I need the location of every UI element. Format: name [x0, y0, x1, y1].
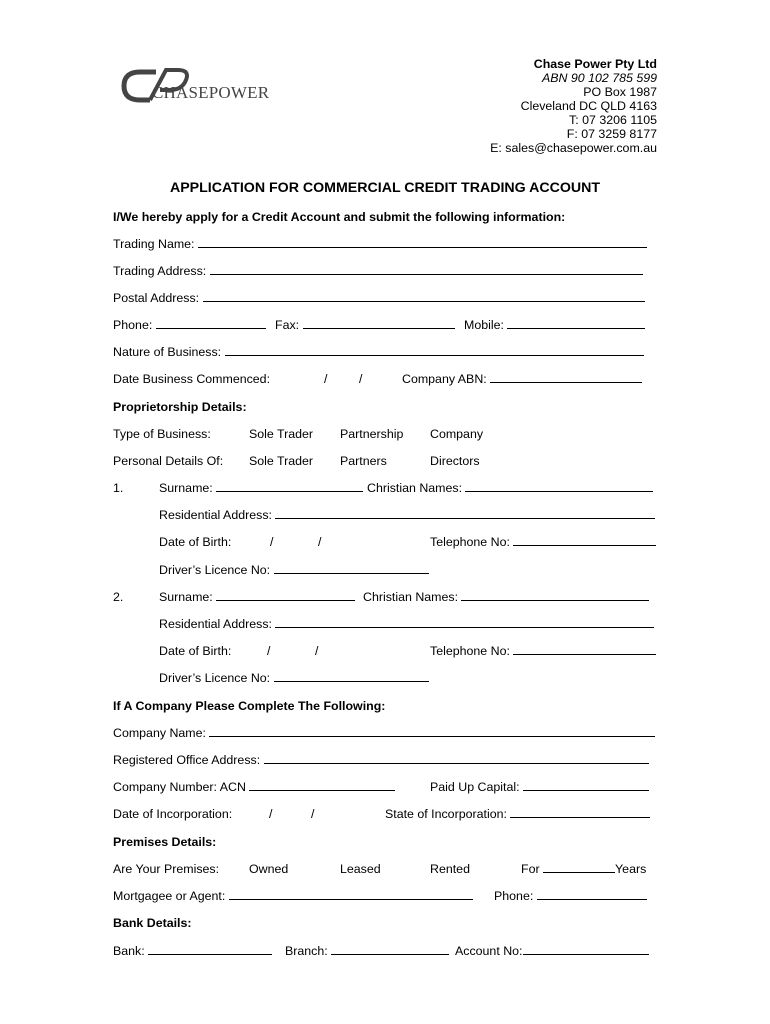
person-1-telephone-row — [430, 535, 656, 549]
option-company[interactable]: Company — [430, 427, 484, 441]
premises-phone-field[interactable] — [537, 889, 647, 900]
mobile-label: Mobile: — [464, 318, 504, 332]
years-field[interactable] — [543, 862, 615, 873]
account-row — [455, 944, 649, 958]
premises-phone-label: Phone: — [494, 889, 534, 903]
person-1-telephone-field[interactable] — [513, 535, 656, 546]
registered-office-label: Registered Office Address: — [113, 753, 261, 767]
company-abn: ABN 90 102 785 599 — [541, 71, 657, 85]
company-name-label: Company Name: — [113, 726, 206, 740]
mortgagee-row — [113, 889, 473, 903]
inc-slash-1: / — [269, 807, 273, 821]
paid-up-capital-row — [430, 780, 649, 794]
trading-name-label: Trading Name: — [113, 237, 195, 251]
company-number-field[interactable] — [249, 780, 395, 791]
date-slash-2: / — [359, 372, 363, 386]
option-owned[interactable]: Owned — [249, 862, 289, 876]
trading-name-row — [113, 237, 647, 251]
person-2-surname-row — [159, 590, 355, 604]
logo-text: CHASEPOWER — [152, 83, 270, 102]
company-email: E: sales@chasepower.com.au — [490, 141, 657, 155]
dob-slash-2: / — [318, 535, 322, 549]
company-number-row — [113, 780, 395, 794]
person-1-address-row — [159, 508, 655, 522]
phone-label: Phone: — [113, 318, 153, 332]
branch-label: Branch: — [285, 944, 328, 958]
postal-address-row — [113, 291, 645, 305]
person-1-christian-row — [367, 481, 653, 495]
company-abn-field[interactable] — [490, 372, 642, 383]
option-directors[interactable]: Directors — [430, 454, 480, 468]
bank-row — [113, 944, 272, 958]
telephone-label: Telephone No: — [430, 644, 510, 658]
residential-address-label: Residential Address: — [159, 508, 272, 522]
person-2-christian-row — [363, 590, 649, 604]
person-2-christian-field[interactable] — [461, 590, 649, 601]
person-2-surname-field[interactable] — [216, 590, 355, 601]
surname-label: Surname: — [159, 481, 213, 495]
state-of-incorporation-field[interactable] — [510, 807, 650, 818]
postal-address-label: Postal Address: — [113, 291, 200, 305]
option-personal-sole-trader[interactable]: Sole Trader — [249, 454, 314, 468]
person-2-licence-field[interactable] — [274, 671, 429, 682]
page-title: APPLICATION FOR COMMERCIAL CREDIT TRADING ACCOUNT — [169, 180, 601, 196]
option-partners[interactable]: Partners — [340, 454, 387, 468]
state-of-incorporation-row — [385, 807, 650, 821]
company-abn-label: Company ABN: — [402, 372, 487, 386]
dob-slash-4: / — [315, 644, 319, 658]
mobile-row — [464, 318, 645, 332]
option-rented[interactable]: Rented — [430, 862, 470, 876]
person-2-telephone-field[interactable] — [513, 644, 656, 655]
state-of-incorporation-label: State of Incorporation: — [385, 807, 507, 821]
nature-of-business-field[interactable] — [225, 345, 644, 356]
mortgagee-field[interactable] — [229, 889, 473, 900]
residential-address-label: Residential Address: — [159, 617, 272, 631]
phone-field[interactable] — [156, 318, 266, 329]
person-1-number: 1. — [113, 481, 124, 495]
inc-slash-2: / — [311, 807, 315, 821]
are-your-premises-label: Are Your Premises: — [113, 862, 220, 876]
trading-address-row — [113, 264, 643, 278]
option-sole-trader[interactable]: Sole Trader — [249, 427, 314, 441]
fax-row — [275, 318, 455, 332]
mortgagee-label: Mortgagee or Agent: — [113, 889, 226, 903]
company-phone: T: 07 3206 1105 — [569, 113, 657, 127]
premises-heading: Premises Details: — [113, 835, 217, 849]
account-label: Account No: — [455, 944, 523, 958]
nature-row — [113, 345, 644, 359]
bank-heading: Bank Details: — [113, 916, 192, 930]
company-number-label: Company Number: ACN — [113, 780, 246, 794]
person-2-telephone-row — [430, 644, 656, 658]
person-1-licence-field[interactable] — [274, 563, 429, 574]
company-name-field[interactable] — [209, 726, 655, 737]
paid-up-capital-label: Paid Up Capital: — [430, 780, 520, 794]
date-commenced-label: Date Business Commenced: — [113, 372, 271, 386]
company-name-row — [113, 726, 655, 740]
person-2-address-field[interactable] — [275, 617, 654, 628]
fax-field[interactable] — [303, 318, 455, 329]
bank-label: Bank: — [113, 944, 145, 958]
mobile-field[interactable] — [507, 318, 645, 329]
intro-text: I/We hereby apply for a Credit Account and submit the following information: — [113, 210, 566, 224]
company-fax: F: 07 3259 8177 — [566, 127, 657, 141]
person-2-number: 2. — [113, 590, 124, 604]
person-1-address-field[interactable] — [275, 508, 655, 519]
person-1-surname-row — [159, 481, 363, 495]
contact-row — [113, 318, 266, 332]
date-slash-1: / — [324, 372, 328, 386]
person-2-licence-row — [159, 671, 429, 685]
premises-phone-row — [494, 889, 647, 903]
registered-office-field[interactable] — [264, 753, 649, 764]
paid-up-capital-field[interactable] — [523, 780, 649, 791]
option-leased[interactable]: Leased — [340, 862, 381, 876]
surname-label: Surname: — [159, 590, 213, 604]
branch-row — [285, 944, 449, 958]
person-1-dob-label: Date of Birth: — [159, 535, 232, 549]
account-field[interactable] — [523, 944, 649, 955]
dob-slash-1: / — [270, 535, 274, 549]
company-details — [490, 57, 657, 155]
company-abn-row — [402, 372, 642, 386]
person-1-christian-field[interactable] — [465, 481, 653, 492]
person-2-address-row — [159, 617, 654, 631]
for-label: For — [521, 862, 540, 876]
trading-address-label: Trading Address: — [113, 264, 207, 278]
personal-details-label: Personal Details Of: — [113, 454, 224, 468]
nature-of-business-label: Nature of Business: — [113, 345, 222, 359]
postal-address-field[interactable] — [203, 291, 645, 302]
christian-names-label: Christian Names: — [367, 481, 463, 495]
licence-label: Driver’s Licence No: — [159, 671, 271, 685]
date-of-incorporation-label: Date of Incorporation: — [113, 807, 233, 821]
company-heading: If A Company Please Complete The Following: — [113, 699, 386, 713]
trading-name-field[interactable] — [198, 237, 647, 248]
christian-names-label: Christian Names: — [363, 590, 459, 604]
years-label: Years — [615, 862, 647, 876]
licence-label: Driver’s Licence No: — [159, 563, 271, 577]
company-name: Chase Power Pty Ltd — [533, 57, 657, 71]
company-city: Cleveland DC QLD 4163 — [520, 99, 657, 113]
type-of-business-label: Type of Business: — [113, 427, 211, 441]
option-partnership[interactable]: Partnership — [340, 427, 404, 441]
branch-field[interactable] — [331, 944, 449, 955]
registered-office-row — [113, 753, 649, 767]
proprietorship-heading: Proprietorship Details: — [113, 400, 247, 414]
trading-address-field[interactable] — [210, 264, 643, 275]
fax-label: Fax: — [275, 318, 300, 332]
company-po-box: PO Box 1987 — [583, 85, 657, 99]
years-row — [521, 862, 646, 876]
person-2-dob-label: Date of Birth: — [159, 644, 232, 658]
telephone-label: Telephone No: — [430, 535, 510, 549]
dob-slash-3: / — [267, 644, 271, 658]
bank-field[interactable] — [148, 944, 272, 955]
person-1-surname-field[interactable] — [216, 481, 363, 492]
person-1-licence-row — [159, 563, 429, 577]
